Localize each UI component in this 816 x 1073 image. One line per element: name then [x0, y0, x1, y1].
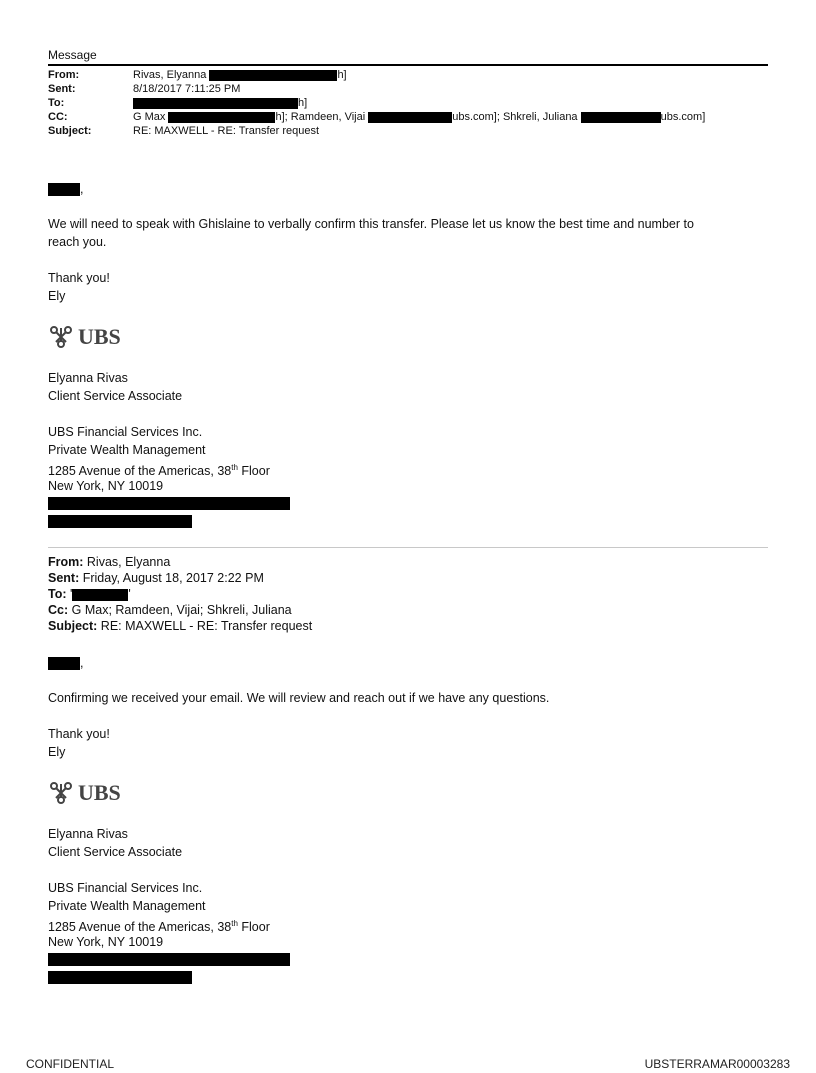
subject-value: RE: MAXWELL - RE: Transfer request	[133, 125, 320, 137]
message-1-thanks: Thank you!	[48, 271, 110, 285]
signature-city: New York, NY 10019	[48, 935, 164, 949]
redaction	[48, 953, 290, 966]
footer-confidential: CONFIDENTIAL	[26, 1057, 115, 1071]
from-key: From:	[48, 69, 80, 81]
greeting-2: ,	[48, 654, 83, 672]
fwd-subject: Subject: RE: MAXWELL - RE: Transfer request	[48, 619, 313, 633]
signature-division: Private Wealth Management	[48, 443, 206, 457]
redaction	[581, 112, 661, 123]
ubs-keys-icon	[48, 325, 74, 349]
ubs-keys-icon	[48, 781, 74, 805]
ubs-logo-text: UBS	[78, 324, 121, 349]
fwd-cc: Cc: G Max; Ramdeen, Vijai; Shkreli, Juliana	[48, 603, 292, 617]
signature-company: UBS Financial Services Inc.	[48, 425, 203, 439]
greeting-1: ,	[48, 180, 83, 198]
cc-mid-2: ubs.com]; Shkreli, Juliana	[452, 111, 578, 123]
footer-bates-number: UBSTERRAMAR00003283	[644, 1057, 790, 1071]
ubs-logo	[48, 780, 121, 806]
fwd-sent: Sent: Friday, August 18, 2017 2:22 PM	[48, 571, 264, 585]
fwd-to: To: ' '	[48, 587, 131, 601]
from-row	[48, 69, 788, 82]
redaction	[48, 497, 290, 510]
redaction	[48, 183, 80, 196]
signature-title: Client Service Associate	[48, 389, 183, 403]
subject-row	[48, 125, 788, 138]
message-2-line-1: Confirming we received your email. We will review and reach out if we have any questions.	[48, 691, 550, 705]
message-1-line-2: reach you.	[48, 235, 107, 249]
redaction	[368, 112, 452, 123]
message-1-signoff: Ely	[48, 289, 66, 303]
signature-name: Elyanna Rivas	[48, 371, 128, 385]
from-tail: h]	[337, 69, 347, 81]
subject-key: Subject:	[48, 125, 92, 137]
header-rule	[48, 64, 768, 66]
redaction	[133, 98, 298, 109]
cc-mid-1: h]; Ramdeen, Vijai	[275, 111, 366, 123]
redaction	[209, 70, 337, 81]
cc-tail: ubs.com]	[660, 111, 706, 123]
signature-title: Client Service Associate	[48, 845, 183, 859]
sent-key: Sent:	[48, 83, 76, 95]
signature-address: 1285 Avenue of the Americas, 38th Floor	[48, 463, 270, 479]
message-divider	[48, 547, 768, 548]
redaction	[48, 971, 192, 984]
sent-row	[48, 83, 788, 96]
ubs-logo-text: UBS	[78, 780, 121, 805]
signature-name: Elyanna Rivas	[48, 827, 128, 841]
signature-division: Private Wealth Management	[48, 899, 206, 913]
from-value: Rivas, Elyanna	[133, 69, 207, 81]
redaction	[48, 657, 80, 670]
to-key: To:	[48, 97, 65, 109]
redaction	[48, 515, 192, 528]
to-tail: h]	[298, 97, 308, 109]
signature-city: New York, NY 10019	[48, 479, 164, 493]
message-label: Message	[48, 48, 97, 62]
cc-row	[48, 111, 788, 124]
to-row	[48, 97, 788, 110]
message-1-line-1: We will need to speak with Ghislaine to verbally confirm this transfer. Please let us know the best time and number to	[48, 217, 694, 231]
ubs-logo	[48, 324, 121, 350]
message-2-signoff: Ely	[48, 745, 66, 759]
redaction	[72, 589, 128, 601]
cc-name-1: G Max	[133, 111, 166, 123]
redaction	[168, 112, 275, 123]
sent-value: 8/18/2017 7:11:25 PM	[133, 83, 241, 95]
signature-company: UBS Financial Services Inc.	[48, 881, 203, 895]
fwd-from: From: Rivas, Elyanna	[48, 555, 171, 569]
signature-address: 1285 Avenue of the Americas, 38th Floor	[48, 919, 270, 935]
cc-key: CC:	[48, 111, 68, 123]
message-2-thanks: Thank you!	[48, 727, 110, 741]
